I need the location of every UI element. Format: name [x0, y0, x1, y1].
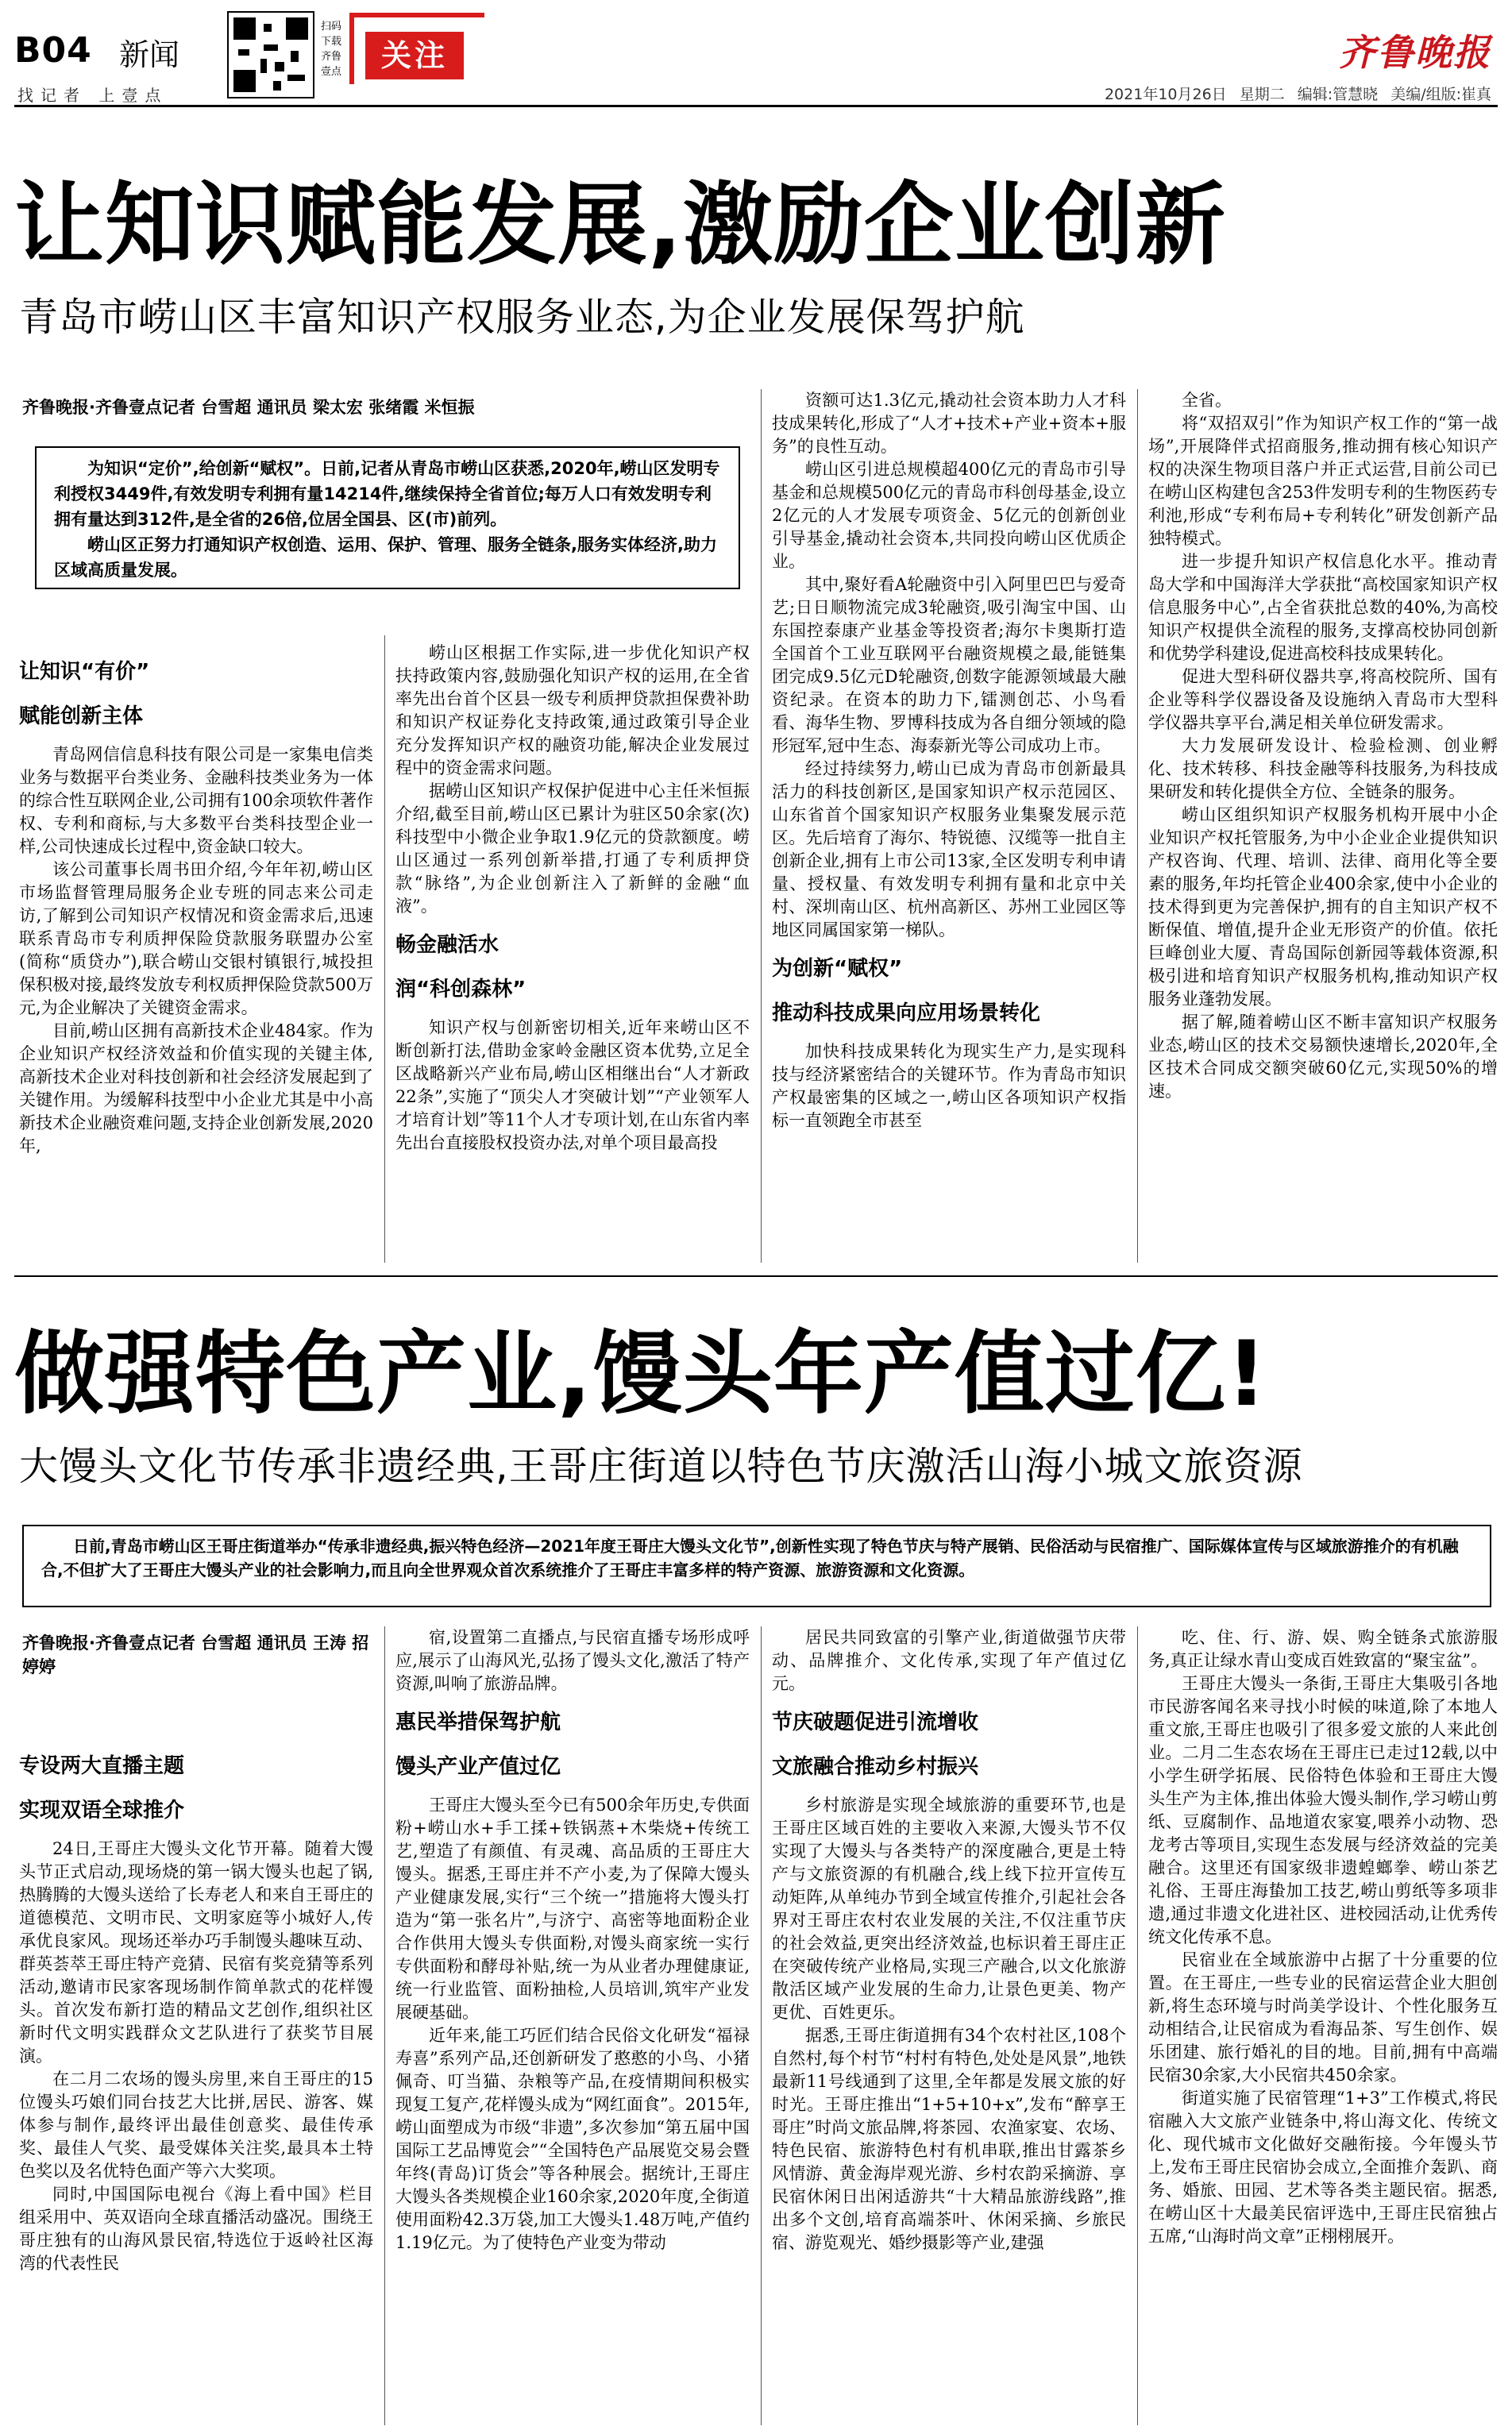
qr-caption: 扫码下载齐鲁壹点 — [321, 21, 342, 78]
paragraph: 崂山区组织知识产权服务机构开展中小企业知识产权托管服务,为中小企业企业提供知识产权咨询、代理、培训、法律、商用化等全要素的服务,年均托管企业400余家,使中小企业的技术得到更为完善保护,拥有的自主知识产权不断保值、增值,提升企业无形资产的价值。依托巨峰创业大厦、青岛国际创新园等载体资源,积极引进和培育知识产权服务机构,推动知识产权服务业蓬勃发展。 — [1148, 805, 1498, 1009]
article2-byline: 齐鲁晚报·齐鲁壹点记者 台雪超 通讯员 王涛 招婷婷 — [22, 1634, 369, 1676]
subhead: 实现双语全球推介 — [19, 1799, 185, 1823]
lead-paragraph: 为知识“定价”,给创新“赋权”。日前,记者从青岛市崂山区获悉,2020年,崂山区发明专利授权3449件,有效发明专利拥有量14214件,继续保持全省首位;每万人口有效发明专利拥有量达到312件,是全省的26倍,位居全国县、区(市)前列。 — [54, 459, 720, 529]
paragraph: 据悉,王哥庄街道拥有34个农村社区,108个自然村,每个村节“村村有特色,处处是风景”,地铁最新11号线通到了这里,全年都是发展文旅的好时光。王哥庄推出“1+5+10+x”,发布“醉享王哥庄”时尚文旅品牌,将茶园、农渔家宴、农场、特色民宿、旅游特色村有机串联,推出甘露茶乡风情游、黄金海岸观光游、乡村农韵采摘游、享民宿休闲日出闲适游共“十大精品旅游线路”,推出多个文创,培育高端茶叶、休闲采摘、乡旅民宿、游览观光、婚纱摄影等产业,建强 — [772, 2026, 1126, 2252]
paragraph: 全省。 — [1182, 391, 1232, 410]
paragraph: 宿,设置第二直播点,与民宿直播专场形成呼应,展示了山海风光,弘扬了馒头文化,激活了特产资源,叫响了旅游品牌。 — [395, 1628, 750, 1693]
lead-paragraph: 崂山区正努力打通知识产权创造、运用、保护、管理、服务全链条,服务实体经济,助力区域高质量发展。 — [54, 535, 717, 580]
newspaper-logo: 齐鲁晚报 — [1339, 31, 1491, 74]
paragraph: 加快科技成果转化为现实生产力,是实现科技与经济紧密结合的关键环节。作为青岛市知识产权最密集的区域之一,崂山区各项知识产权指标一直领跑全市甚至 — [772, 1042, 1126, 1130]
topic-label: 关注 — [365, 32, 464, 79]
column-divider — [1137, 1626, 1138, 2425]
paragraph: 民宿业在全域旅游中占据了十分重要的位置。在王哥庄,一些专业的民宿运营企业大胆创新,将生态环境与时尚美学设计、个性化服务互动相结合,让民宿成为看海品茶、写生创作、娱乐团建、旅行婚礼的目的地。目前,拥有中高端民宿30余家,大小民宿共450余家。 — [1148, 1950, 1498, 2085]
qr-code-icon[interactable] — [227, 11, 314, 98]
column-divider — [384, 1626, 385, 2425]
paragraph: 近年来,能工巧匠们结合民俗文化研发“福禄寿喜”系列产品,还创新研发了憨憨的小鸟、小猪佩奇、叮当猫、杂粮等产品,在疫情期间积极实现复工复产,花样馒头成为“网红面食”。2015年,崂山面塑成为市级“非遗”,多次参加“第五届中国国际工艺品博览会”“全国特色产品展览交易会暨年终(青岛)订货会”等各种展会。据统计,王哥庄大馒头各类规模企业160余家,2020年度,全街道使用面粉42.3万袋,加工大馒头1.48万吨,产值约1.19亿元。为了使特色产业变为带动 — [395, 2026, 750, 2252]
subhead: 让知识“有价” — [19, 660, 150, 684]
column-divider — [384, 635, 385, 1263]
issue-info: 2021年10月26日 星期二 编辑:管慧晓 美编/组版:崔真 — [1104, 86, 1491, 103]
subhead: 节庆破题促进引流增收 — [772, 1711, 979, 1734]
paragraph: 崂山区根据工作实际,进一步优化知识产权扶持政策内容,鼓励强化知识产权的运用,在全省率先出台首个区县一级专利质押贷款担保费补助和知识产权证券化支持政策,通过政策引导企业充分发挥知识产权的融资功能,解决企业发展过程中的资金需求问题。 — [395, 643, 750, 777]
paragraph: 资额可达1.3亿元,撬动社会资本助力人才科技成果转化,形成了“人才+技术+产业+资本+服务”的良性互动。 — [772, 391, 1126, 456]
subhead: 为创新“赋权” — [772, 957, 903, 981]
paragraph: 据崂山区知识产权保护促进中心主任米恒振介绍,截至目前,崂山区已累计为驻区50余家(次)科技型中小微企业争取1.9亿元的贷款额度。崂山区通过一系列创新举措,打通了专利质押贷款“脉络”,为企业创新注入了新鲜的金融“血液”。 — [395, 781, 750, 916]
paragraph: 王哥庄大馒头一条街,王哥庄大集吸引各地市民游客闻名来寻找小时候的味道,除了本地人重文旅,王哥庄也吸引了很多爱文旅的人来此创业。二月二生态农场在王哥庄已走过12载,以中小学生研学拓展、民俗特色体验和王哥庄大馒头生产为主体,推出体验大馒头制作,学习崂山剪纸、豆腐制作、品地道农家宴,喂养小动物、恐龙考古等项目,实现生态发展与经济效益的完美融合。这里还有国家级非遗蝗螂拳、崂山茶艺礼俗、王哥庄海蛰加工技艺,崂山剪纸等多项非遗,通过非遗文化进社区、进校园活动,让优秀传统文化传承不息。 — [1148, 1674, 1498, 1946]
paragraph: 经过持续努力,崂山已成为青岛市创新最具活力的科技创新区,是国家知识产权示范园区、山东省首个国家知识产权服务业集聚发展示范区。先后培育了海尔、特锐德、汉缆等一批自主创新企业,拥有上市公司13家,全区发明专利申请量、授权量、有效发明专利拥有量和北京中关村、深圳南山区、杭州高新区、苏州工业园区等地区同属国家第一梯队。 — [772, 759, 1126, 939]
article1-column-4 — [1148, 389, 1498, 1264]
masthead-rule — [14, 105, 1498, 107]
paragraph: 王哥庄大馒头至今已有500余年历史,专供面粉+崂山水+手工揉+铁锅蒸+木柴烧+传统工艺,塑造了有颜值、有灵魂、高品质的王哥庄大馒头。据悉,王哥庄并不产小麦,为了保障大馒头产业健康发展,实行“三个统一”措施将大馒头打造为“第一张名片”,与济宁、高密等地面粉企业合作供用大馒头专供面粉,对馒头商家统一实行专供面粉和酵母补贴,统一为从业者办理健康证,统一行业监管、面粉抽检,人员培训,筑牢产业发展硬基础。 — [395, 1796, 750, 2022]
subhead: 畅金融活水 — [395, 933, 499, 957]
article1-headline: 让知识赋能发展,激励企业创新 — [14, 172, 1226, 277]
paragraph: 进一步提升知识产权信息化水平。推动青岛大学和中国海洋大学获批“高校国家知识产权信息服务中心”,占全省获批总数的40%,为高校知识产权提供全流程的服务,支撑高校协同创新和优势学科建设,促进高校科技成果转化。 — [1148, 552, 1498, 663]
paragraph: 街道实施了民宿管理“1+3”工作模式,将民宿融入大文旅产业链条中,将山海文化、传统文化、现代城市文化做好交融衔接。今年馒头节上,发布王哥庄民宿协会成立,全面推介轰趴、商务、婚旅、田园、艺术等各类主题民宿。据悉,在崂山区十大最美民宿评选中,王哥庄民宿独占五席,“山海时尚文章”正栩栩展开。 — [1148, 2089, 1498, 2246]
paragraph: 其中,聚好看A轮融资中引入阿里巴巴与爱奇艺;日日顺物流完成3轮融资,吸引淘宝中国、山东国控泰康产业基金等投资者;海尔卡奥斯打造全国首个工业互联网平台融资规模之最,能链集团完成9.5亿元D轮融资,创数字能源领域最大融资纪录。在资本的助力下,镭测创芯、小鸟看看、海华生物、罗博科技成为各自细分领域的隐形冠军,冠中生态、海泰新光等公司成功上市。 — [772, 575, 1126, 755]
article2-column-1 — [19, 1739, 373, 2425]
section-name: 新闻 — [119, 37, 180, 72]
paragraph: 同时,中国国际电视台《海上看中国》栏目组采用中、英双语向全球直播活动盛况。围绕王哥庄独有的山海风景民宿,特选位于返岭社区海湾的代表性民 — [19, 2185, 373, 2273]
article-separator — [14, 1275, 1498, 1277]
column-divider — [761, 389, 762, 1263]
paragraph: 吃、住、行、游、娱、购全链条式旅游服务,真正让绿水青山变成百姓致富的“聚宝盆”。 — [1148, 1628, 1498, 1670]
column-divider — [1137, 389, 1138, 1263]
subhead: 润“科创森林” — [395, 978, 526, 1001]
article2-column-2 — [395, 1626, 750, 2425]
paragraph: 据了解,随着崂山区不断丰富知识产权服务业态,崂山区的技术交易额快速增长,2020年,全区技术合同成交额突破60亿元,实现50%的增速。 — [1148, 1013, 1498, 1101]
article1-subheadline: 青岛市崂山区丰富知识产权服务业态,为企业发展保驾护航 — [19, 295, 1025, 340]
paragraph: 崂山区引进总规模超400亿元的青岛市引导基金和总规模500亿元的青岛市科创母基金,设立2亿元的人才发展专项资金、5亿元的创新创业引导基金,撬动社会资本,共同投向崂山区优质企业。 — [772, 460, 1126, 571]
article2-headline: 做强特色产业,馒头年产值过亿! — [14, 1321, 1268, 1426]
article1-column-1 — [19, 645, 373, 1264]
subhead: 赋能创新主体 — [19, 704, 144, 728]
paragraph: 将“双招双引”作为知识产权工作的“第一战场”,开展降伴式招商服务,推动拥有核心知识产权的决深生物项目落户并正式运营,目前公司已在崂山区构建包含253件发明专利的生物医药专利池,形成“专利布局+专利转化”研发创新产品独特模式。 — [1148, 414, 1498, 548]
paragraph: 居民共同致富的引擎产业,街道做强节庆带动、品牌推介、文化传承,实现了年产值过亿元。 — [772, 1628, 1126, 1693]
article1-column-2 — [395, 642, 750, 1264]
slogan: 找记者 上壹点 — [17, 86, 168, 105]
paragraph: 促进大型科研仪器共享,将高校院所、国有企业等科学仪器设备及设施纳入青岛市大型科学仪器共享平台,满足相关单位研发需求。 — [1148, 667, 1498, 732]
article1-byline: 齐鲁晚报·齐鲁壹点记者 台雪超 通讯员 梁太宏 张绪霞 米恒振 — [22, 398, 475, 417]
article2-column-3 — [772, 1626, 1126, 2425]
article2-subheadline: 大馒头文化节传承非遗经典,王哥庄街道以特色节庆激活山海小城文旅资源 — [19, 1444, 1303, 1489]
paragraph: 知识产权与创新密切相关,近年来崂山区不断创新打法,借助金家岭金融区资本优势,立足全区战略新兴产业布局,崂山区相继出台“人才新政22条”,实施了“顶尖人才突破计划”“产业领军人才培育计划”等11个人才专项计划,在山东省内率先出台直接股权投资办法,对单个项目最高投 — [395, 1018, 750, 1152]
paragraph: 大力发展研发设计、检验检测、创业孵化、技术转移、科技金融等科技服务,为科技成果研发和转化提供全方位、全链条的服务。 — [1148, 736, 1498, 801]
paragraph: 目前,崂山区拥有高新技术企业484家。作为企业知识产权经济效益和价值实现的关键主体,高新技术企业对科技创新和社会经济发展起到了关键作用。为缓解科技型中小企业尤其是中小高新技术企业融资难问题,支持企业创新发展,2020年, — [19, 1021, 373, 1155]
column-divider — [761, 1626, 762, 2425]
paragraph: 乡村旅游是实现全域旅游的重要环节,也是王哥庄区域百姓的主要收入来源,大馒头节不仅实现了大馒头与各类特产的深度融合,更是土特产与文旅资源的有机融合,线上线下拉开宣传互动矩阵,从单纯办节到全域宣传推介,引起社会各界对王哥庄农村农业发展的关注,不仅注重节庆的社会效益,更突出经济效益,也标识着王哥庄正在突破传统产业格局,实现三产融合,以文化旅游散活区域产业发展的生命力,让景色更美、物产更优、百姓更乐。 — [772, 1796, 1126, 2022]
article1-lead — [35, 446, 740, 589]
subhead: 馒头产业产值过亿 — [395, 1755, 561, 1779]
article2-lead: 日前,青岛市崂山区王哥庄街道举办“传承非遗经典,振兴特色经济—2021年度王哥庄大馒头文化节”,创新性实现了特色节庆与特产展销、民俗活动与民宿推广、国际媒体宣传与区域旅游推介的有机融合,不但扩大了王哥庄大馒头产业的社会影响力,而且向全世界观众首次系统推介了王哥庄丰富多样的特产资源、旅游资源和文化资源。 — [22, 1525, 1491, 1607]
article1-column-3 — [772, 389, 1126, 1264]
page-number: B04 — [14, 30, 92, 71]
article2-column-4 — [1148, 1626, 1498, 2425]
subhead: 文旅融合推动乡村振兴 — [772, 1755, 979, 1779]
subhead: 推动科技成果向应用场景转化 — [772, 1001, 1041, 1025]
topic-tag — [349, 13, 484, 84]
paragraph: 青岛网信信息科技有限公司是一家集电信类业务与数据平台类业务、金融科技类业务为一体的综合性互联网企业,公司拥有100余项软件著作权、专利和商标,与大多数平台类科技型企业一样,公司快速成长过程中,资金缺口较大。 — [19, 745, 373, 856]
subhead: 专设两大直播主题 — [19, 1754, 185, 1778]
paragraph: 在二月二农场的馒头房里,来自王哥庄的15位馒头巧娘们同台技艺大比拼,居民、游客、媒体参与制作,最终评出最佳创意奖、最佳传承奖、最佳人气奖、最受媒体关注奖,最具本土特色奖以及名优特色面产等六大奖项。 — [19, 2069, 373, 2181]
paragraph: 该公司董事长周书田介绍,今年年初,崂山区市场监督管理局服务企业专班的同志来公司走访,了解到公司知识产权情况和资金需求后,迅速联系青岛市专利质押保险贷款服务联盟办公室(简称“质贷办”),联合崂山交银村镇银行,城投担保积极对接,最终发放专利权质押保险贷款500万元,为企业解决了关键资金需求。 — [19, 860, 373, 1017]
subhead: 惠民举措保驾护航 — [395, 1711, 561, 1734]
paragraph: 24日,王哥庄大馒头文化节开幕。随着大馒头节正式启动,现场烧的第一锅大馒头也起了锅,热腾腾的大馒头送给了长寿老人和来自王哥庄的道德模范、文明市民、文明家庭等小城好人,传承优良家风。现场还举办巧手制馒头趣味互动、群英荟萃王哥庄特产竞猜、民宿有奖竞猜等系列活动,邀请市民家客现场制作简单款式的花样馒头。首次发布新打造的精品文艺创作,组织社区新时代文明实践群众文艺队进行了获奖节目展演。 — [19, 1839, 373, 2066]
